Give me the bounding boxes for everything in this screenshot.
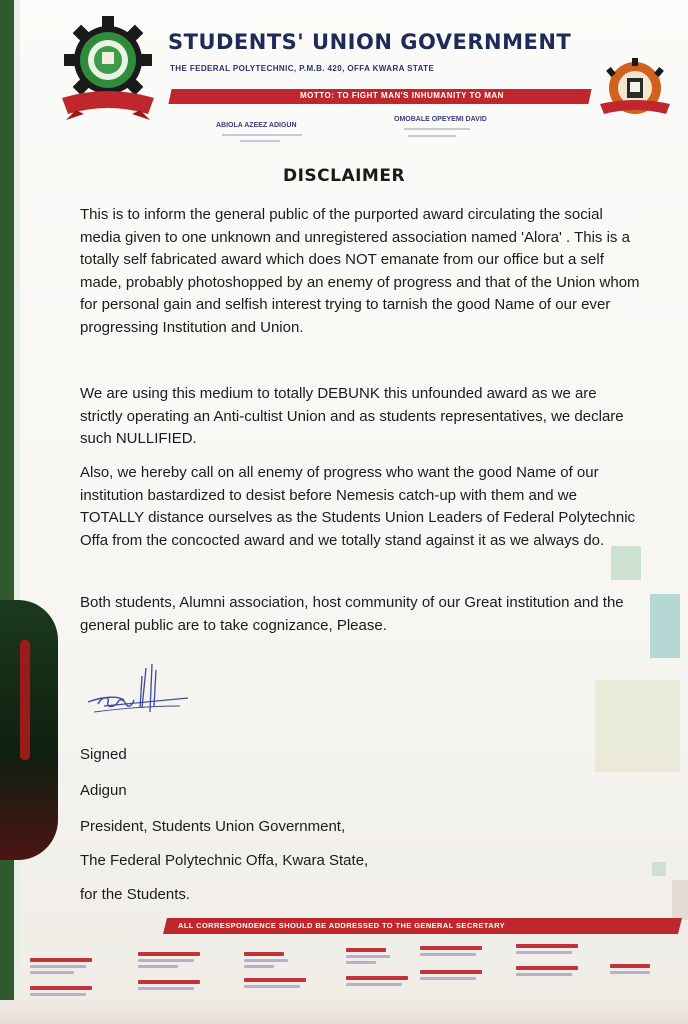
document-title: DISCLAIMER	[282, 166, 406, 186]
footer-officer-block	[244, 952, 288, 971]
paragraph: Also, we hereby call on all enemy of progress who want the good Name of our institution bastardized to desist before Nemesis catch-up with them and we TOTALLY distance ourselves as the Students Union Leaders of Federal Polytechnic Offa from the concocted award and we totally stand against it as we always do.	[80, 464, 636, 549]
paragraph: Both students, Alumni association, host community of our Great institution and the general public are to take cognizance, Please.	[80, 594, 624, 634]
officer-title-line	[404, 128, 470, 130]
footer-officer-block	[516, 944, 578, 957]
footer-officer-block	[420, 970, 482, 983]
signatory-institution: The Federal Polytechnic Offa, Kwara State,	[80, 852, 369, 869]
left-border-red	[20, 640, 30, 760]
footer-officer-block	[420, 946, 482, 959]
union-logo-icon	[58, 14, 158, 124]
handwritten-signature-icon	[84, 656, 194, 726]
footer-officer-block	[30, 958, 92, 977]
footer-officer-block	[138, 980, 200, 993]
paragraph: We are using this medium to totally DEBUNK this unfounded award as we are strictly operating an Anti-cultist Union and as students representatives, we declare such NULLIFIED.	[80, 385, 624, 447]
footer-officer-block	[346, 948, 390, 967]
officer-name: ABIOLA AZEEZ ADIGUN	[216, 122, 297, 129]
footer-officer-block	[346, 976, 408, 989]
page-bottom-edge	[0, 1000, 688, 1024]
officer-name: OMOBALE OPEYEMI DAVID	[394, 116, 487, 123]
signoff-closing: for the Students.	[80, 886, 191, 903]
officer-title-line	[222, 134, 302, 136]
footer-officer-block	[138, 952, 200, 971]
footer-notice: ALL CORRESPONDENCE SHOULD BE ADDRESSED TO THE GENERAL SECRETARY	[178, 921, 506, 930]
paragraph: This is to inform the general public of the purported award circulating the social media given to one unknown and unregistered association named 'Alora' . This is a totally self fabricated award which does NOT emanate from our office but a self made, probably photoshopped by an enemy of progress and that of the Union whom for personal gain and selfish interest trying to tarnish the good Name of our ever progressing Institution and Union.	[80, 206, 640, 336]
polytechnic-crest-icon	[596, 56, 674, 116]
signatory-title: President, Students Union Government,	[80, 818, 346, 835]
decorative-square	[652, 862, 666, 876]
footer-officer-block	[516, 966, 578, 979]
officer-contact-line	[408, 135, 456, 137]
organization-name: STUDENTS' UNION GOVERNMENT	[168, 30, 572, 54]
decorative-square	[595, 680, 680, 772]
decorative-square	[672, 880, 688, 920]
signatory-name: Adigun	[80, 782, 127, 799]
footer-officer-block	[30, 986, 92, 999]
decorative-square	[650, 594, 680, 658]
footer-officer-block	[610, 964, 650, 977]
signoff-line: Signed	[80, 746, 127, 763]
institution-address: THE FEDERAL POLYTECHNIC, P.M.B. 420, OFFA KWARA STATE	[170, 64, 435, 73]
left-border-green	[0, 0, 14, 1024]
left-border-white	[14, 0, 20, 1024]
decorative-square	[611, 546, 641, 580]
officer-contact-line	[240, 140, 280, 142]
footer-officer-block	[244, 978, 306, 991]
motto-text: MOTTO: TO FIGHT MAN'S INHUMANITY TO MAN	[300, 91, 504, 100]
